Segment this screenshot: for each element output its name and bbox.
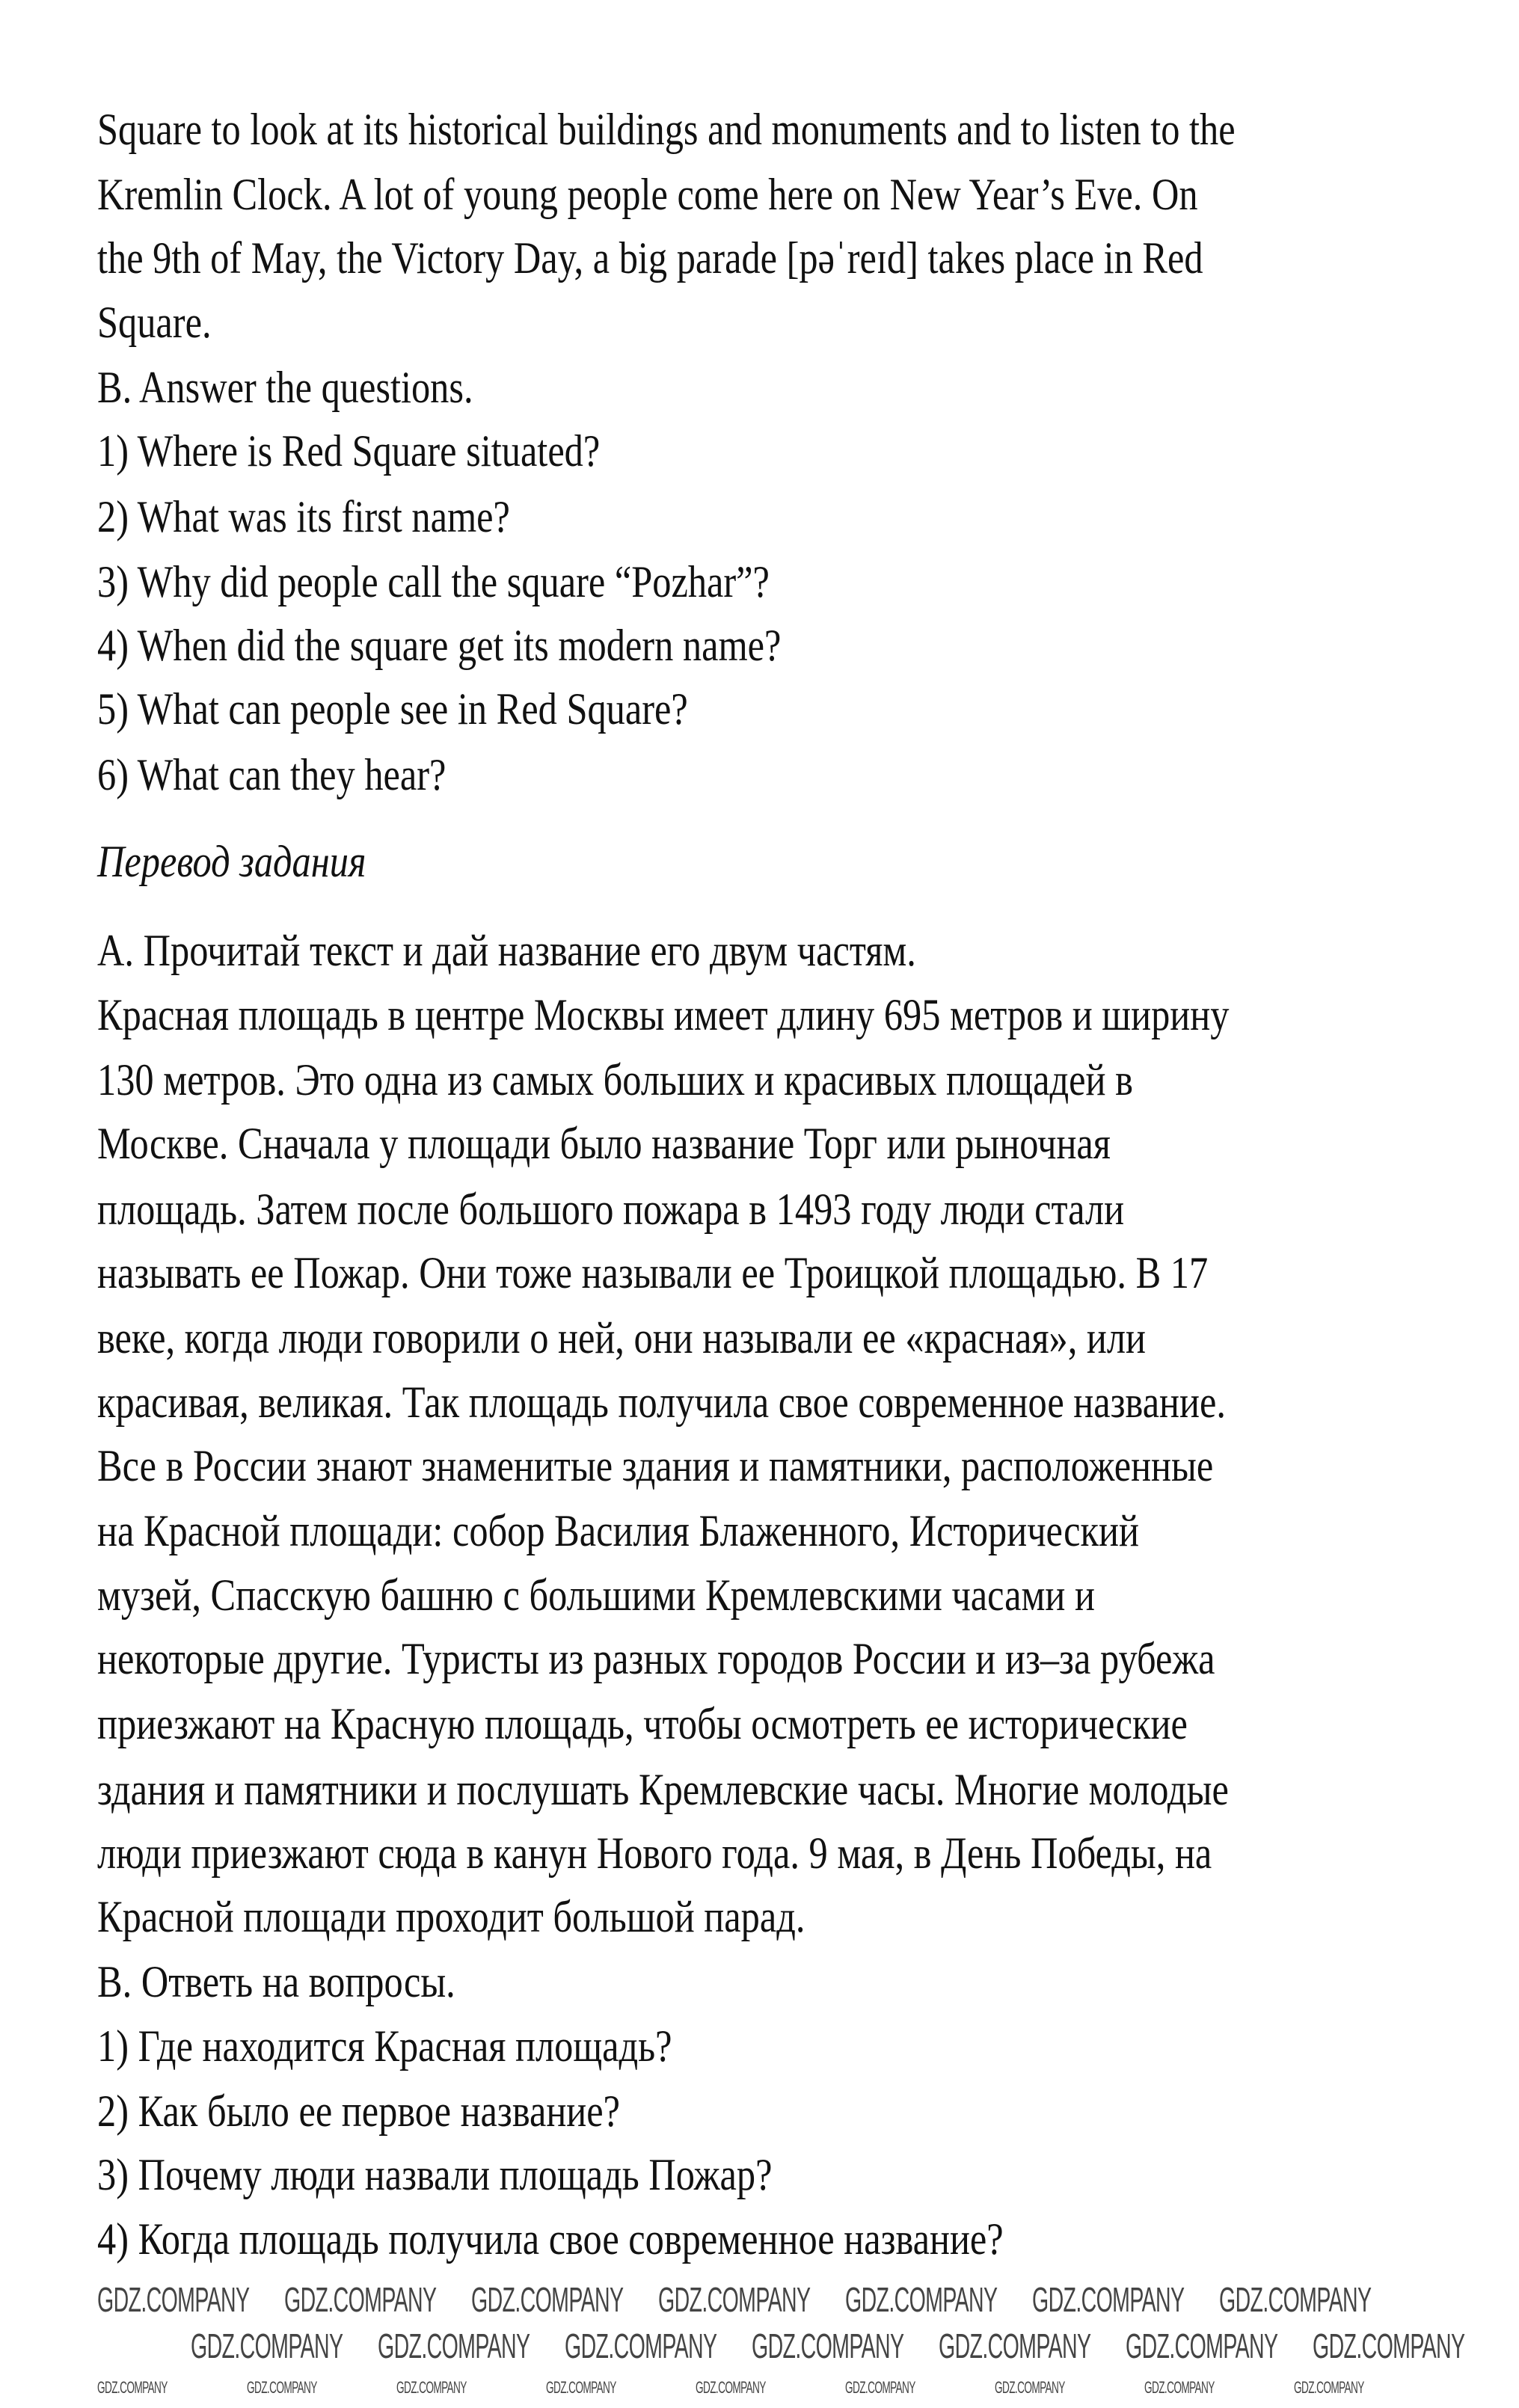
watermark: GDZ.COMPANY (696, 2378, 766, 2397)
text-line: Square. (97, 297, 212, 347)
watermark: GDZ.COMPANY (1294, 2378, 1364, 2397)
watermark: GDZ.COMPANY (658, 2280, 811, 2319)
watermark: GDZ.COMPANY (284, 2280, 437, 2319)
text-line: называть ее Пожар. Они тоже называли ее Троицкой площадью. В 17 (97, 1247, 1209, 1297)
text-line: 1) Где находится Красная площадь? (97, 2021, 672, 2071)
watermark: GDZ.COMPANY (939, 2326, 1091, 2365)
watermark: GDZ.COMPANY (1144, 2378, 1215, 2397)
text-line: Москве. Сначала у площади было название Торг или рыночная (97, 1119, 1111, 1169)
text-line: 3) Почему люди назвали площадь Пожар? (97, 2150, 773, 2200)
watermark: GDZ.COMPANY (97, 2280, 250, 2319)
text-line: Все в России знают знаменитые здания и памятники, расположенные (97, 1440, 1214, 1490)
text-line: 2) Как было ее первое название? (97, 2086, 621, 2137)
text-line: B. Ответь на вопросы. (97, 1957, 455, 2007)
text-line: на Красной площади: собор Василия Блаженного, Исторический (97, 1506, 1139, 1556)
section-heading: Перевод задания (97, 836, 366, 886)
text-line: 4) Когда площадь получила свое современное название? (97, 2214, 1004, 2264)
watermark: GDZ.COMPANY (995, 2378, 1065, 2397)
watermark: GDZ.COMPANY (845, 2280, 998, 2319)
text-line: здания и памятники и послушать Кремлевские часы. Многие молодые (97, 1764, 1229, 1814)
text-line: 6) What can they hear? (97, 749, 447, 799)
text-line: 2) What was its first name? (97, 491, 510, 541)
text-line: the 9th of May, the Victory Day, a big parade [pəˈreɪd] takes place in Red (97, 233, 1203, 283)
text-line: Красная площадь в центре Москвы имеет длину 695 метров и ширину (97, 989, 1230, 1039)
text-line: люди приезжают сюда в канун Нового года. 9 мая, в День Победы, на (97, 1828, 1212, 1878)
text-line: 4) When did the square get its modern name? (97, 621, 782, 671)
watermark: GDZ.COMPANY (471, 2280, 624, 2319)
watermark: GDZ.COMPANY (97, 2378, 168, 2397)
text-line: 130 метров. Это одна из самых больших и красивых площадей в (97, 1055, 1133, 1105)
text-line: площадь. Затем после большого пожара в 1493 году люди стали (97, 1184, 1125, 1234)
watermark: GDZ.COMPANY (1126, 2326, 1278, 2365)
watermark: GDZ.COMPANY (565, 2326, 717, 2365)
text-line: музей, Спасскую башню с большими Кремлевскими часами и (97, 1570, 1095, 1620)
text-line: A. Прочитай текст и дай название его двум частям. (97, 926, 916, 976)
text-line: 5) What can people see in Red Square? (97, 684, 688, 734)
text-line: Красной площади проходит большой парад. (97, 1892, 805, 1942)
text-line: 1) Where is Red Square situated? (97, 426, 601, 476)
text-line: приезжают на Красную площадь, чтобы осмотреть ее исторические (97, 1699, 1188, 1749)
watermark: GDZ.COMPANY (752, 2326, 904, 2365)
text-line: B. Answer the questions. (97, 362, 473, 412)
watermark: GDZ.COMPANY (247, 2378, 317, 2397)
text-line: веке, когда люди говорили о ней, они называли ее «красная», или (97, 1313, 1147, 1363)
watermark: GDZ.COMPANY (845, 2378, 915, 2397)
watermark: GDZ.COMPANY (378, 2326, 530, 2365)
text-line: Kremlin Clock. A lot of young people come here on New Year’s Eve. On (97, 169, 1198, 219)
watermark: GDZ.COMPANY (396, 2378, 467, 2397)
text-line: 3) Why did people call the square “Pozhar”? (97, 556, 770, 606)
text-line: некоторые другие. Туристы из разных городов России и из–за рубежа (97, 1633, 1215, 1683)
watermark: GDZ.COMPANY (1313, 2326, 1465, 2365)
text-line: красивая, великая. Так площадь получила свое современное название. (97, 1377, 1226, 1427)
watermark: GDZ.COMPANY (546, 2378, 616, 2397)
watermark: GDZ.COMPANY (1032, 2280, 1185, 2319)
watermark: GDZ.COMPANY (1219, 2280, 1372, 2319)
watermark: GDZ.COMPANY (191, 2326, 343, 2365)
text-line: Square to look at its historical buildings and monuments and to listen to the (97, 104, 1236, 154)
